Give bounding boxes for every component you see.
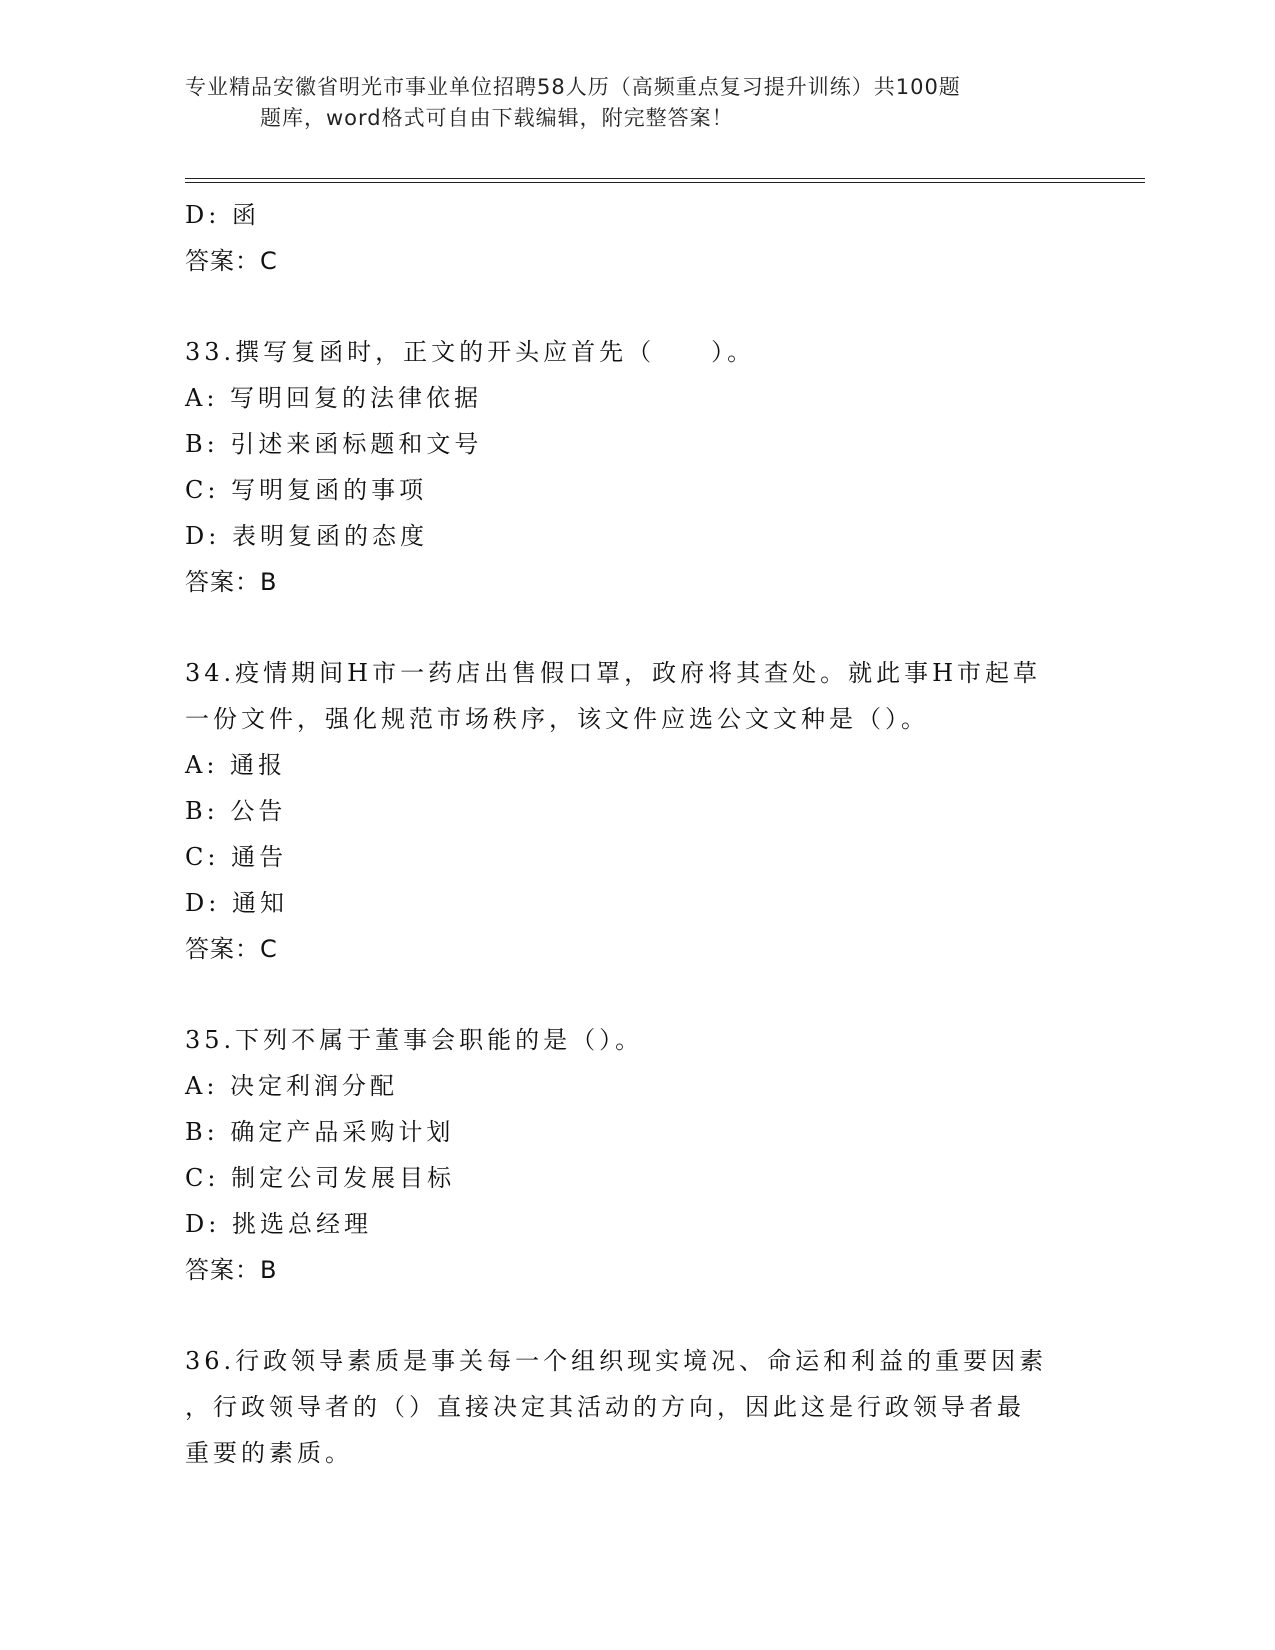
spacer xyxy=(185,284,1065,329)
question-block xyxy=(185,1338,1065,1476)
option-c: C: 通告 xyxy=(185,843,288,871)
answer: 答案：C xyxy=(185,935,278,963)
question-block xyxy=(185,650,1065,972)
header-divider-bottom xyxy=(185,182,1145,183)
question-text: 35.下列不属于董事会职能的是（）。 xyxy=(185,1026,644,1054)
question-text-line: 重要的素质。 xyxy=(185,1439,353,1467)
document-body xyxy=(185,192,1065,1476)
option-d: D: 通知 xyxy=(185,889,288,917)
answer: 答案：C xyxy=(185,247,278,275)
spacer xyxy=(185,1293,1065,1338)
option-b: B: 公告 xyxy=(185,797,287,825)
header-title-line2: 题库，word格式可自由下载编辑，附完整答案！ xyxy=(260,106,734,130)
question-text-line: 一份文件，强化规范市场秩序，该文件应选公文文种是（）。 xyxy=(185,705,929,733)
option-b: B: 确定产品采购计划 xyxy=(185,1118,455,1146)
question-block xyxy=(185,329,1065,605)
option-a: A: 决定利润分配 xyxy=(185,1072,399,1100)
option-c: C: 写明复函的事项 xyxy=(185,476,428,504)
header-divider-top xyxy=(185,178,1145,179)
question-text: 33.撰写复函时，正文的开头应首先（ ）。 xyxy=(185,338,756,366)
option-a: A: 写明回复的法律依据 xyxy=(185,384,483,412)
question-text-line: 36.行政领导素质是事关每一个组织现实境况、命运和利益的重要因素 xyxy=(185,1347,1048,1375)
header-title-line1: 专业精品安徽省明光市事业单位招聘58人历（高频重点复习提升训练）共100题 xyxy=(185,75,961,99)
answer: 答案：B xyxy=(185,568,278,596)
answer: 答案：B xyxy=(185,1256,278,1284)
question-text-line: ，行政领导者的（）直接决定其活动的方向，因此这是行政领导者最 xyxy=(185,1393,1025,1421)
option-c: C: 制定公司发展目标 xyxy=(185,1164,456,1192)
question-block xyxy=(185,1017,1065,1293)
spacer xyxy=(185,605,1065,650)
spacer xyxy=(185,972,1065,1017)
option-b: B: 引述来函标题和文号 xyxy=(185,430,483,458)
option-d: D: 函 xyxy=(185,201,260,229)
option-d: D: 表明复函的态度 xyxy=(185,522,428,550)
option-d: D: 挑选总经理 xyxy=(185,1210,372,1238)
option-a: A: 通报 xyxy=(185,751,287,779)
document-header xyxy=(185,72,1065,134)
question-text-line: 34.疫情期间H市一药店出售假口罩，政府将其查处。就此事H市起草 xyxy=(185,659,1042,687)
